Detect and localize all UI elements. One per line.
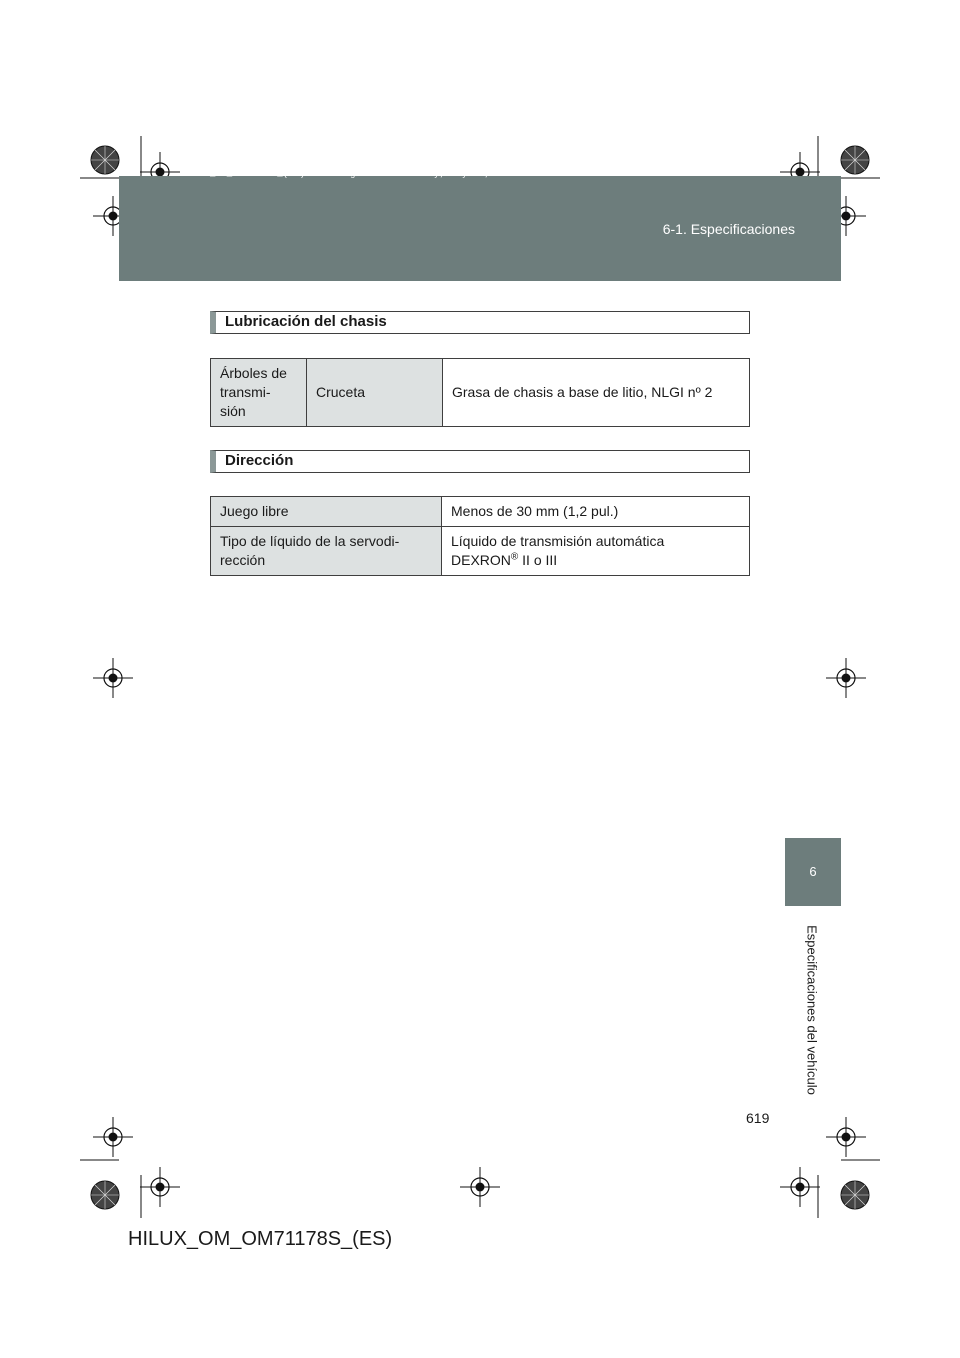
table-row <box>211 527 750 576</box>
document-code: HILUX_OM_OM71178S_(ES) <box>128 1228 393 1250</box>
table-cell <box>442 497 750 527</box>
cell-text: Árboles de transmi- sión <box>220 365 287 419</box>
section-heading-steering-text: Dirección <box>225 452 294 469</box>
page-section-title: 6-1. Especificaciones <box>662 221 795 237</box>
page-number: 619 <box>746 1110 770 1126</box>
print-slug: HILUX_OM_OM71178S_(ES).book Page 619 Wednesday, May 16, 2012 3:09 PM <box>182 169 563 179</box>
table-cell <box>211 527 442 576</box>
table-cell <box>442 527 750 576</box>
table-row <box>211 359 750 427</box>
cell-text: Tipo de líquido de la servodi- rección <box>220 533 400 568</box>
cell-text: Menos de 30 mm (1,2 pul.) <box>451 503 619 519</box>
cell-text-rest: II o III <box>518 552 558 568</box>
section-heading-chassis <box>210 311 750 334</box>
table-cell <box>211 497 442 527</box>
table-cell <box>307 359 443 427</box>
cell-text-line1: Líquido de transmisión automática <box>451 533 665 549</box>
steering-table <box>210 496 750 576</box>
registered-mark: ® <box>510 551 519 563</box>
table-cell <box>211 359 307 427</box>
section-heading-steering <box>210 450 750 473</box>
table-cell <box>443 359 750 427</box>
cell-text: Cruceta <box>316 384 366 400</box>
cell-text: Juego libre <box>220 503 289 519</box>
cell-text: Grasa de chasis a base de litio, NLGI nº 2 <box>452 384 713 400</box>
cell-text-brand: DEXRON <box>451 552 511 568</box>
table-row <box>211 497 750 527</box>
chapter-title-vertical: Especificaciones del vehículo <box>804 925 820 1095</box>
chassis-table <box>210 358 750 427</box>
section-heading-chassis-text: Lubricación del chasis <box>225 313 387 330</box>
chapter-number: 6 <box>809 864 817 879</box>
